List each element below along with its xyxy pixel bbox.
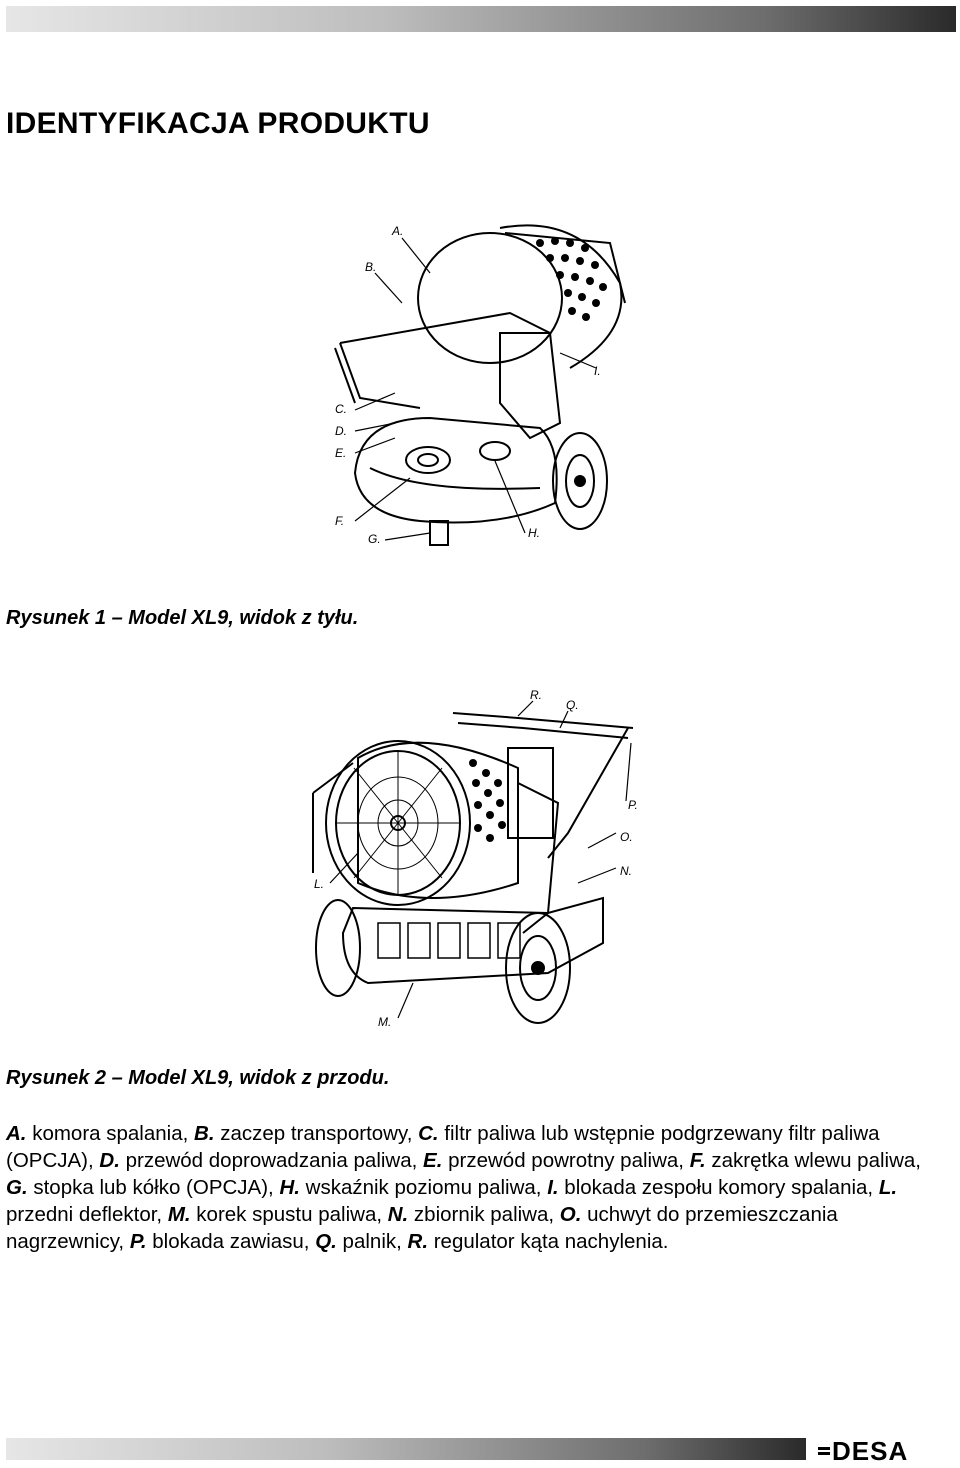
figure-2-front-view bbox=[298, 683, 673, 1038]
legend-text-m: korek spustu paliwa, bbox=[190, 1203, 388, 1226]
legend-key-f: F. bbox=[689, 1149, 706, 1172]
top-gradient-bar bbox=[6, 6, 956, 32]
legend-key-p: P. bbox=[129, 1230, 147, 1253]
legend-key-m: M. bbox=[167, 1203, 191, 1226]
callout-c: C. bbox=[335, 402, 347, 416]
legend-text-p: blokada zawiasu, bbox=[146, 1230, 316, 1253]
combustion-chamber-drum bbox=[418, 233, 562, 363]
legend-text-r: regulator kąta nachylenia. bbox=[428, 1230, 669, 1253]
legend-text-g: stopka lub kółko (OPCJA), bbox=[27, 1176, 280, 1199]
callout-r: R. bbox=[530, 688, 542, 702]
callout-m: M. bbox=[378, 1015, 392, 1029]
figure-2-caption: Rysunek 2 – Model XL9, widok z przodu. bbox=[6, 1067, 390, 1089]
figure-1-rear-view bbox=[300, 203, 660, 558]
logo-text: DESA bbox=[832, 1437, 909, 1463]
legend-key-n: N. bbox=[387, 1203, 409, 1226]
legend-text-o: uchwyt do przemieszczania nagrzewnicy, bbox=[6, 1203, 838, 1253]
legend-key-b: B. bbox=[194, 1122, 215, 1145]
callout-e: E. bbox=[335, 446, 347, 460]
bottom-gradient-bar bbox=[6, 1438, 806, 1460]
fuel-gauge bbox=[480, 442, 510, 460]
legend-text-f: zakrętka wlewu paliwa, bbox=[705, 1149, 921, 1172]
callout-o: O. bbox=[620, 830, 633, 844]
callout-i: I. bbox=[594, 364, 601, 378]
legend-key-c: C. bbox=[418, 1122, 439, 1145]
page-title: IDENTYFIKACJA PRODUKTU bbox=[6, 107, 430, 140]
legend-key-g: G. bbox=[6, 1176, 28, 1199]
fuel-tank bbox=[343, 898, 603, 983]
legend-key-o: O. bbox=[559, 1203, 582, 1226]
legend-key-i: I. bbox=[547, 1176, 559, 1199]
callout-n: N. bbox=[620, 864, 632, 878]
legend-text-b: zaczep transportowy, bbox=[214, 1122, 419, 1145]
left-wheel bbox=[316, 900, 360, 996]
callout-d: D. bbox=[335, 424, 347, 438]
legend-text-c: filtr paliwa lub wstępnie podgrzewany filtr paliwa (OPCJA), bbox=[6, 1122, 880, 1172]
callout-q: Q. bbox=[566, 698, 579, 712]
legend-key-l: L. bbox=[878, 1176, 898, 1199]
legend-text-l: przedni deflektor, bbox=[6, 1203, 168, 1226]
legend-key-r: R. bbox=[407, 1230, 429, 1253]
callout-b: B. bbox=[365, 260, 377, 274]
figure-1-caption: Rysunek 1 – Model XL9, widok z tyłu. bbox=[6, 607, 359, 629]
callout-h: H. bbox=[528, 526, 540, 540]
callout-p: P. bbox=[628, 798, 638, 812]
legend-text-n: zbiornik paliwa, bbox=[408, 1203, 560, 1226]
legend-key-e: E. bbox=[423, 1149, 443, 1172]
legend-text-h: wskaźnik poziomu paliwa, bbox=[299, 1176, 548, 1199]
callout-a: A. bbox=[392, 224, 404, 238]
legend-key-d: D. bbox=[99, 1149, 120, 1172]
legend-key-h: H. bbox=[279, 1176, 300, 1199]
parts-legend bbox=[6, 1120, 946, 1255]
callout-g: G. bbox=[368, 532, 381, 546]
legend-key-a: A. bbox=[6, 1122, 27, 1145]
legend-text-d: przewód doprowadzania paliwa, bbox=[119, 1149, 424, 1172]
legend-text-q: palnik, bbox=[336, 1230, 408, 1253]
legend-text-a: komora spalania, bbox=[26, 1122, 195, 1145]
legend-key-q: Q. bbox=[315, 1230, 337, 1253]
callout-f: F. bbox=[335, 514, 345, 528]
legend-text-e: przewód powrotny paliwa, bbox=[442, 1149, 690, 1172]
fuel-cap bbox=[406, 447, 450, 473]
desa-logo bbox=[818, 1437, 956, 1463]
callout-l: L. bbox=[314, 877, 325, 891]
legend-text-i: blokada zespołu komory spalania, bbox=[558, 1176, 879, 1199]
